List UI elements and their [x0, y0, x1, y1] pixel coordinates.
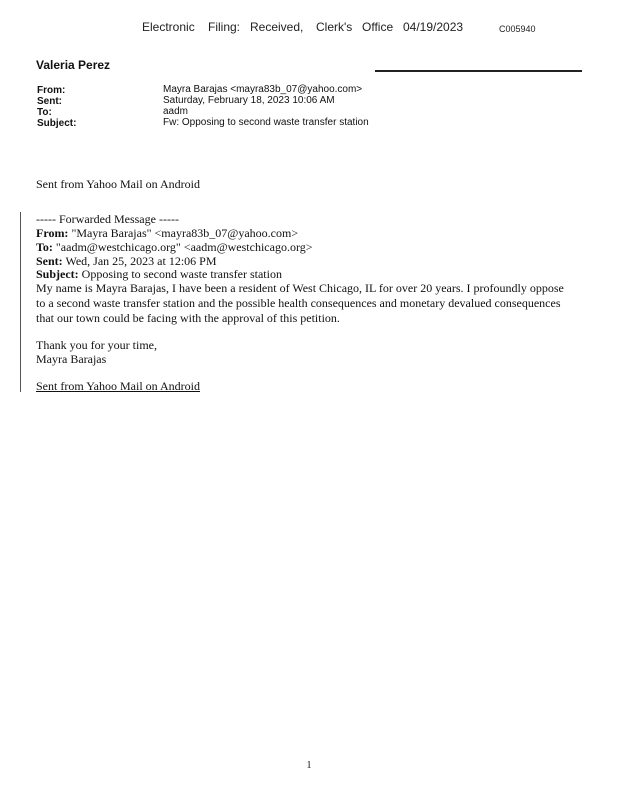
forwarded-subject-value: Opposing to second waste transfer station — [81, 267, 282, 281]
page-number: 1 — [306, 760, 312, 771]
subject-value: Fw: Opposing to second waste transfer station — [163, 117, 369, 128]
forwarded-subject-label: Subject: — [36, 267, 79, 281]
stamp-date: 04/19/2023 — [403, 20, 464, 34]
stamp-word: Clerk's — [316, 20, 353, 34]
message-body: My name is Mayra Barajas, I have been a resident of West Chicago, IL for over 20 years. I profoundly oppose to a second waste transfer station and the possible health consequences and monetary devalued consequences that our town could be facing with the approval of this petition. — [36, 281, 564, 325]
closing-name: Mayra Barajas — [36, 352, 107, 366]
forwarded-subject — [36, 267, 282, 282]
to-value: aadm — [163, 106, 189, 117]
signature-link[interactable]: Sent from Yahoo Mail on Android — [36, 379, 201, 393]
forwarded-from-label: From: — [36, 226, 69, 240]
subject-label: Subject: — [37, 118, 77, 129]
forwarded-from — [36, 226, 298, 241]
stamp-word: Office — [362, 20, 394, 34]
stamp-word: Filing: — [208, 20, 241, 34]
stamp-word: Received, — [250, 20, 304, 34]
header-rule — [375, 70, 582, 72]
from-label: From: — [37, 85, 66, 96]
sent-value: Saturday, February 18, 2023 10:06 AM — [163, 95, 335, 106]
forwarded-to-label: To: — [36, 240, 53, 254]
quote-bar — [20, 212, 21, 392]
forwarded-from-value: "Mayra Barajas" <mayra83b_07@yahoo.com> — [71, 226, 299, 240]
closing-line: Thank you for your time, — [36, 338, 157, 352]
sent-label: Sent: — [37, 96, 62, 107]
sender-name: Valeria Perez — [36, 58, 111, 72]
stamp-word: Electronic — [142, 20, 195, 34]
forwarded-sent-value: Wed, Jan 25, 2023 at 12:06 PM — [65, 254, 217, 268]
to-label: To: — [37, 107, 52, 118]
forwarded-to-value: "aadm@westchicago.org" <aadm@westchicago.org> — [55, 240, 313, 254]
from-value: Mayra Barajas <mayra83b_07@yahoo.com> — [163, 84, 363, 95]
top-signature: Sent from Yahoo Mail on Android — [36, 177, 201, 191]
forwarded-to — [36, 240, 313, 255]
stamp-code: C005940 — [499, 24, 536, 34]
forwarded-sent-label: Sent: — [36, 254, 63, 268]
forwarded-divider: ----- Forwarded Message ----- — [36, 212, 179, 226]
